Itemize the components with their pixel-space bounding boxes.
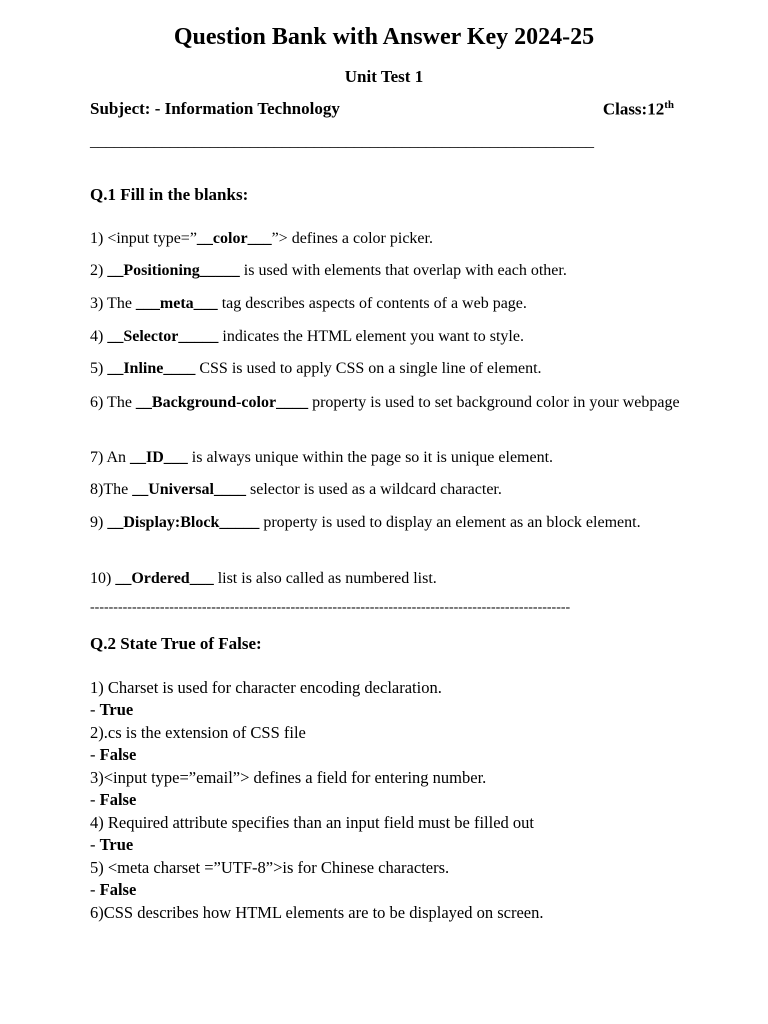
item-text: indicates the HTML element you want to style. [218, 328, 524, 345]
item-text: CSS is used to apply CSS on a single line of element. [195, 360, 542, 377]
item-answer: __Background-color____ [135, 394, 309, 411]
fill-blank-item [90, 260, 690, 282]
true-false-question: 6)CSS describes how HTML elements are to be displayed on screen. [90, 903, 544, 922]
answer-prefix: - [90, 880, 100, 899]
true-false-question: 3)<input type=”email”> defines a field for entering number. [90, 768, 487, 787]
answer-value: False [99, 880, 137, 899]
item-answer: __Display:Block_____ [107, 514, 260, 531]
item-text: 10) [90, 570, 116, 587]
fill-blank-item [90, 358, 690, 380]
item-answer: __Positioning_____ [107, 262, 240, 279]
item-text: tag describes aspects of contents of a web page. [217, 295, 527, 312]
class-label [603, 99, 674, 120]
true-false-answer [90, 789, 136, 812]
class-superscript: th [664, 99, 674, 111]
true-false-answer [90, 699, 133, 722]
true-false-answer [90, 744, 136, 767]
item-answer: __Universal____ [132, 481, 246, 498]
fill-blank-item [90, 512, 690, 534]
item-text: is used with elements that overlap with each other. [239, 262, 567, 279]
answer-value: False [99, 790, 137, 809]
class-text: Class:12 [602, 99, 665, 119]
true-false-question: 2).cs is the extension of CSS file [90, 723, 306, 742]
true-false-question: 5) <meta charset =”UTF-8”>is for Chinese characters. [90, 858, 450, 877]
fill-blank-item [90, 293, 690, 315]
item-text: 8)The [90, 481, 133, 498]
item-text: list is also called as numbered list. [213, 570, 437, 587]
item-answer: ___meta___ [135, 295, 218, 312]
unit-title: Unit Test 1 [344, 67, 424, 86]
fill-blank-item [90, 447, 690, 469]
true-false-question: 1) Charset is used for character encoding declaration. [90, 678, 442, 697]
item-answer: __Inline____ [107, 360, 196, 377]
item-text: 5) [90, 360, 108, 377]
item-text: 7) An [90, 449, 130, 466]
answer-value: True [99, 700, 134, 719]
item-text: is always unique within the page so it is unique element. [187, 449, 554, 466]
fill-blank-item [90, 326, 690, 348]
q2-heading: Q.2 State True of False: [90, 634, 262, 653]
item-text: 4) [90, 328, 108, 345]
item-answer: __color___ [196, 230, 272, 247]
fill-blank-item [90, 392, 690, 414]
page-title: Question Bank with Answer Key 2024-25 [173, 24, 595, 50]
item-text: 1) <input type=” [90, 230, 197, 247]
section-separator: ------------------------------------------------------------------------------------------------------- [90, 600, 571, 615]
answer-value: False [99, 745, 137, 764]
subject-row [90, 99, 680, 119]
item-text: 2) [90, 262, 108, 279]
answer-prefix: - [90, 700, 100, 719]
item-text: 9) [90, 514, 108, 531]
item-text: 6) The [90, 394, 136, 411]
q1-heading: Q.1 Fill in the blanks: [90, 185, 249, 204]
item-text: 3) The [90, 295, 136, 312]
item-text: ”> defines a color picker. [271, 230, 433, 247]
item-text: property is used to set background color in your webpage [308, 394, 680, 411]
item-text: selector is used as a wildcard character. [245, 481, 502, 498]
answer-value: True [99, 835, 134, 854]
fill-blank-item [90, 228, 690, 250]
item-answer: __Selector_____ [107, 328, 219, 345]
item-text: property is used to display an element as an block element. [259, 514, 641, 531]
fill-blank-item [90, 479, 690, 501]
item-answer: __ID___ [130, 449, 188, 466]
answer-prefix: - [90, 835, 100, 854]
subject-label: Subject: - Information Technology [90, 99, 340, 118]
true-false-answer [90, 879, 136, 902]
fill-blank-item [90, 568, 690, 590]
underline-rule: _______________________________________________________________ [90, 133, 594, 150]
answer-prefix: - [90, 745, 100, 764]
true-false-question: 4) Required attribute specifies than an input field must be filled out [90, 813, 535, 832]
true-false-answer [90, 834, 133, 857]
item-answer: __Ordered___ [115, 570, 214, 587]
answer-prefix: - [90, 790, 100, 809]
